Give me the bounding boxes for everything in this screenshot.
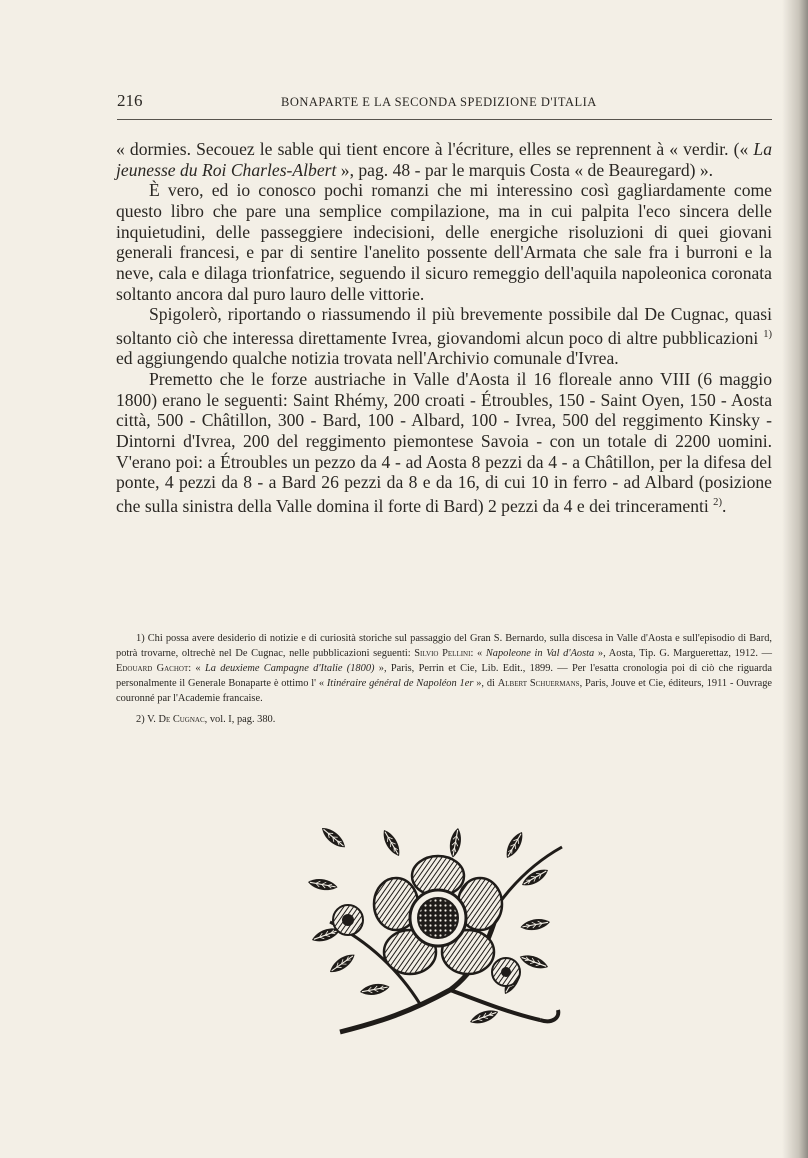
page-header (117, 91, 777, 117)
header-rule (117, 119, 772, 120)
footnote-2: 2) V. De Cugnac, vol. I, pag. 380. (136, 713, 276, 725)
body-text (116, 139, 772, 517)
footnotes (116, 632, 772, 727)
footnote-1: 1) Chi possa avere desiderio di notizie e di curiosità storiche sul passaggio del Gran S. Bernardo, sulla discesa in Valle d'Aosta e sull'episodio di Bard, potrà trovarne, oltrechè nel De Cugnac, nelle pubblicazioni seguenti: Silvio Pellini: « Napoleone in Val d'Aosta », Aosta, Tip. G. Marguerettaz, 1912. — Edouard Gachot: « La deuxieme Campagne d'Italie (1800) », Paris, Perrin et Cie, Lib. Edit., 1899. — Per l'esatta cronologia poi di ciò che riguarda personalmente il Generale Bonaparte è ottimo l' « Itinéraire général de Napoléon 1er », di Albert Schuermans, Paris, Jouve et Cie, éditeurs, 1911 - Ouvrage couronné par l'Academie francaise. (116, 633, 773, 704)
footnote-ref-2: 2) (713, 497, 722, 509)
page-edge-shadow (782, 0, 808, 1158)
page-number: 216 (117, 91, 143, 110)
paragraph-quote: « dormies. Secouez le sable qui tient encore à l'écriture, elles se reprennent à « verdir. (« La jeunesse du Roi Charles-Albert », pag. 48 - par le marquis Costa « de Beauregard) ». (116, 139, 772, 180)
paragraph-4: Premetto che le forze austriache in Valle d'Aosta il 16 floreale anno VIII (6 maggio 1800) erano le seguenti: Saint Rhémy, 200 croati - Étroubles, 150 - Saint Oyen, 150 - Aosta città, 500 - Châtillon, 300 - Bard, 100 - Albard, 100 - Ivrea, 500 del reggimento Kinsky - Dintorni d'Ivrea, 200 del reggimento piemontese Savoia - con un totale di 2200 uomini. V'erano poi: a Étroubles un pezzo da 4 - ad Aosta 8 pezzi da 4 - a Châtillon, per la difesa del ponte, 4 pezzi da 8 - a Bard 26 pezzi da 8 e da 16, di cui 10 in ferro - ad Albard (posizione che sulla sinistra della Valle domina il forte di Bard) 2 pezzi da 4 e dei trinceramenti $^{2)}$. (116, 369, 772, 516)
book-title: La jeunesse du Roi Charles-Albert (116, 139, 772, 180)
footnote-ref-1: 1) (763, 328, 772, 340)
paragraph-2: È vero, ed io conosco pochi romanzi che mi interessino così gagliardamente come questo libro che pare una semplice compilazione, ma in cui palpita l'eco sincera delle inquietudini, delle passeggiere indecisioni, delle energiche risoluzioni di quei giovani generali francesi, e par di sentire l'anelito possente dell'Armata che sale fra i burroni e la neve, cala e dilaga trionfatrice, seguendo il sicuro remeggio dell'aquila napoleonica coronata soltanto ancora dal puro lauro delle vittorie. (116, 180, 772, 304)
running-title: BONAPARTE E LA SECONDA SPEDIZIONE D'ITALIA (281, 95, 597, 109)
floral-woodcut-ornament (300, 822, 578, 1050)
paragraph-3: Spigolerò, riportando o riassumendo il più brevemente possibile dal De Cugnac, quasi soltanto ciò che interessa direttamente Ivrea, giovandomi alcun poco di altre pubblicazioni $^{1)}$ ed aggiungendo qualche notizia trovata nell'Archivio comunale d'Ivrea. (116, 304, 772, 369)
